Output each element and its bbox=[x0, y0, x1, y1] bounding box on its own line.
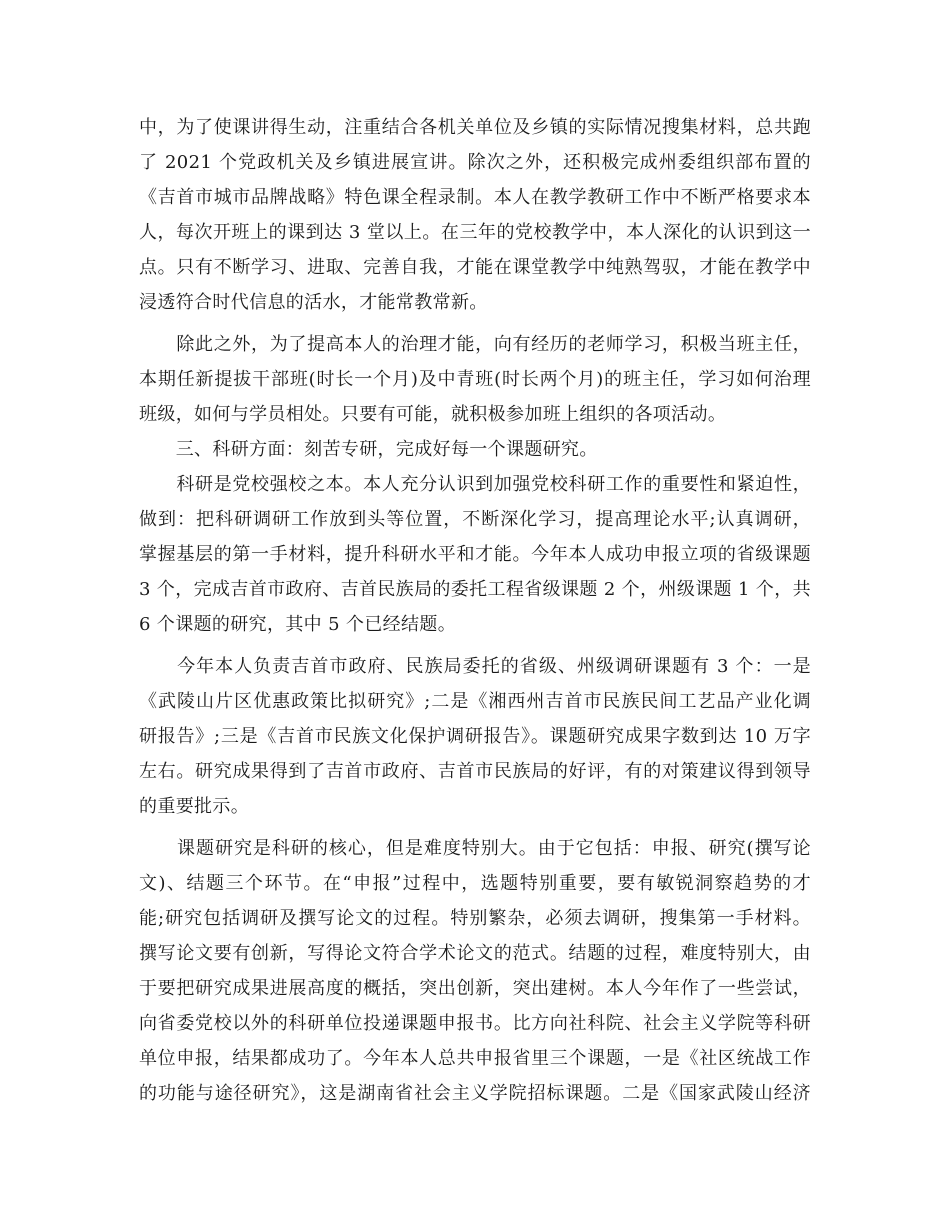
text-line: 撰写论文要有创新，写得论文符合学术论文的范式。结题的过程，难度特别大，由 bbox=[139, 943, 811, 964]
text-line: 于要把研究成果进展高度的概括，突出创新，突出建树。本人今年作了一些尝试， bbox=[139, 978, 811, 999]
text-line: 科研是党校强校之本。本人充分认识到加强党校科研工作的重要性和紧迫性， bbox=[139, 474, 811, 495]
text-line: 除此之外，为了提高本人的治理才能，向有经历的老师学习，积极当班主任， bbox=[139, 334, 811, 355]
text-line: 《吉首市城市品牌战略》特色课全程录制。本人在教学教研工作中不断严格要求本 bbox=[139, 187, 811, 208]
text-line: 6 个课题的研究，其中 5 个已经结题。 bbox=[139, 614, 457, 635]
section-heading: 三、科研方面：刻苦专研，完成好每一个课题研究。 bbox=[139, 439, 598, 460]
text-line: 今年本人负责吉首市政府、民族局委托的省级、州级调研课题有 3 个：一是 bbox=[139, 656, 811, 677]
text-line: 掌握基层的第一手材料，提升科研水平和才能。今年本人成功申报立项的省级课题 bbox=[139, 544, 811, 565]
text-line: 3 个，完成吉首市政府、吉首民族局的委托工程省级课题 2 个，州级课题 1 个，共 bbox=[139, 579, 811, 600]
text-line: 本期任新提拔干部班(时长一个月)及中青班(时长两个月)的班主任，学习如何治理 bbox=[139, 369, 811, 390]
text-line: 做到：把科研调研工作放到头等位置，不断深化学习，提高理论水平;认真调研， bbox=[139, 509, 811, 530]
text-line: 浸透符合时代信息的活水，才能常教常新。 bbox=[139, 292, 488, 313]
text-line: 单位申报，结果都成功了。今年本人总共申报省里三个课题，一是《社区统战工作 bbox=[139, 1048, 811, 1069]
text-line: 班级，如何与学员相处。只要有可能，就积极参加班上组织的各项活动。 bbox=[139, 404, 727, 425]
text-line: 的重要批示。 bbox=[139, 796, 250, 817]
text-line: 向省委党校以外的科研单位投递课题申报书。比方向社科院、社会主义学院等科研 bbox=[139, 1013, 811, 1034]
text-line: 人，每次开班上的课到达 3 堂以上。在三年的党校教学中，本人深化的认识到这一 bbox=[139, 222, 811, 243]
text-line: 的功能与途径研究》，这是湖南省社会主义学院招标课题。二是《国家武陵山经济 bbox=[139, 1083, 811, 1104]
text-line: 点。只有不断学习、进取、完善自我，才能在课堂教学中纯熟驾驭，才能在教学中 bbox=[139, 257, 811, 278]
text-line: 能;研究包括调研及撰写论文的过程。特别繁杂，必须去调研，搜集第一手材料。 bbox=[139, 908, 811, 929]
text-line: 了 2021 个党政机关及乡镇进展宣讲。除次之外，还积极完成州委组织部布置的 bbox=[139, 152, 811, 173]
text-line: 文)、结题三个环节。在“申报”过程中，选题特别重要，要有敏锐洞察趋势的才 bbox=[139, 873, 811, 894]
text-line: 研报告》;三是《吉首市民族文化保护调研报告》。课题研究成果字数到达 10 万字 bbox=[139, 726, 811, 747]
text-line: 《武陵山片区优惠政策比拟研究》;二是《湘西州吉首市民族民间工艺品产业化调 bbox=[139, 691, 811, 712]
text-line: 左右。研究成果得到了吉首市政府、吉首市民族局的好评，有的对策建议得到领导 bbox=[139, 761, 811, 782]
text-line: 课题研究是科研的核心，但是难度特别大。由于它包括：申报、研究(撰写论 bbox=[139, 838, 811, 859]
text-line: 中，为了使课讲得生动，注重结合各机关单位及乡镇的实际情况搜集材料，总共跑 bbox=[139, 117, 811, 138]
